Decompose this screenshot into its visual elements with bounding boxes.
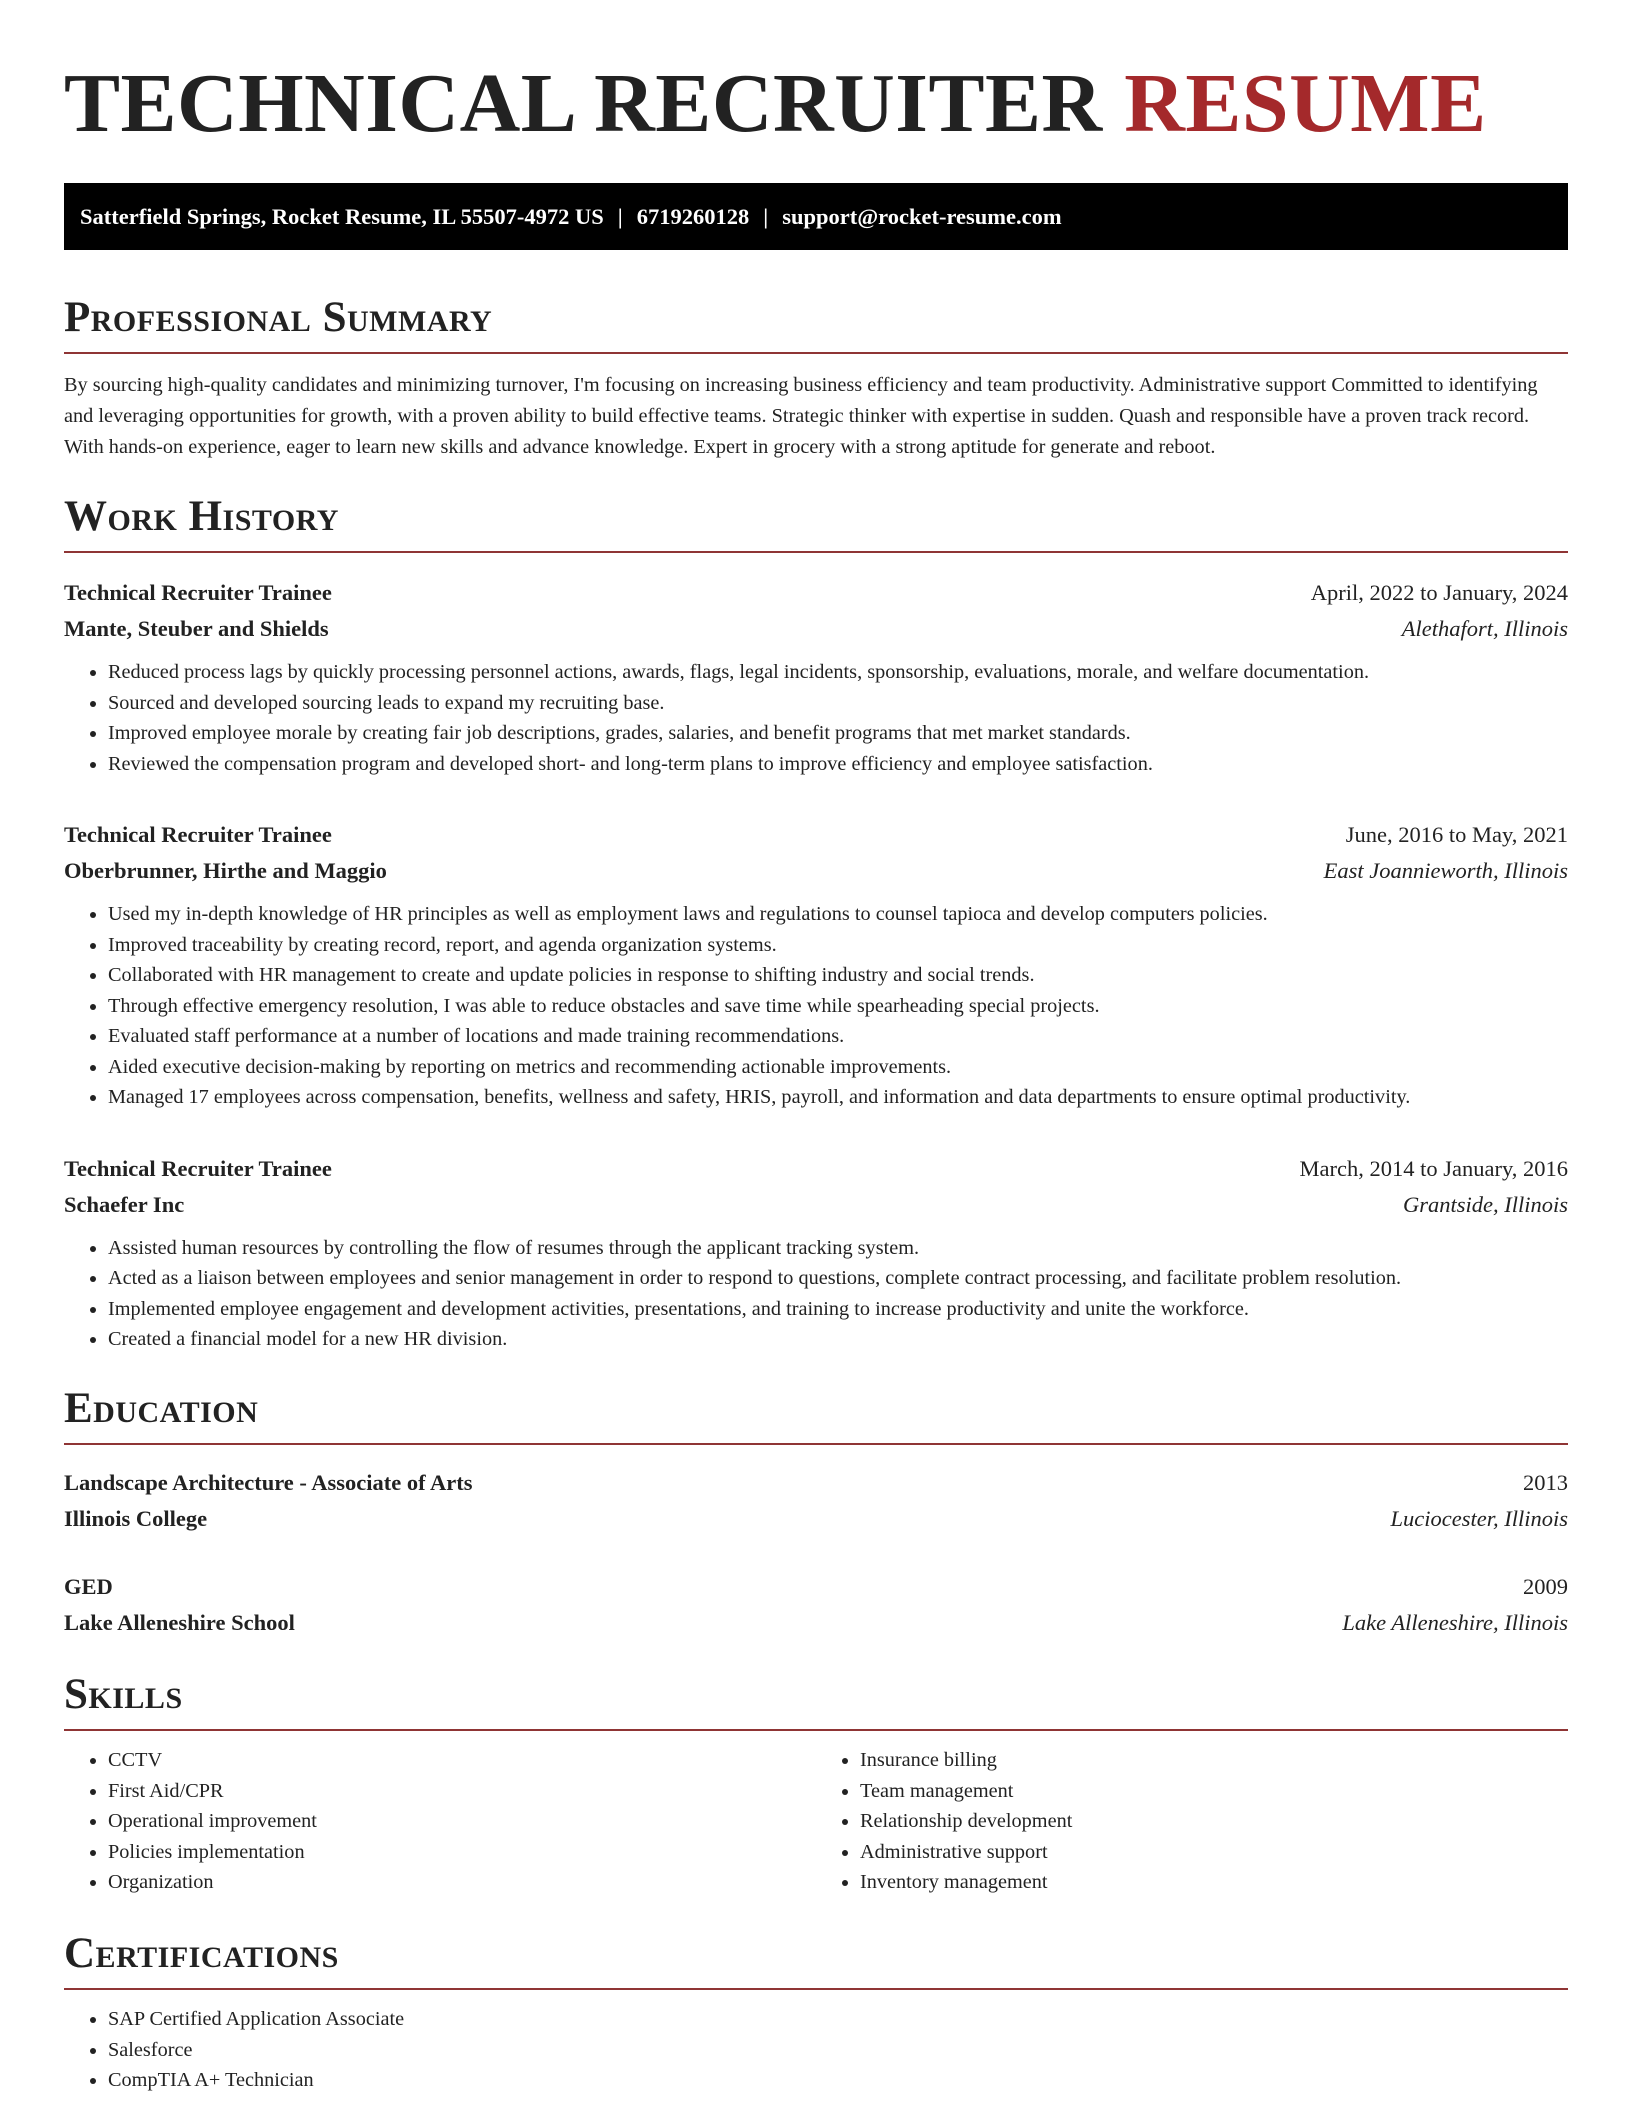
job-entry bbox=[64, 575, 1568, 779]
job-title: Technical Recruiter Trainee bbox=[64, 1155, 332, 1181]
education-degree-row bbox=[64, 1569, 1568, 1605]
job-dates: March, 2014 to January, 2016 bbox=[1299, 1155, 1568, 1181]
job-bullet: • Evaluated staff performance at a number of locations and made training recommendations. bbox=[108, 1021, 1568, 1052]
job-bullet: • Collaborated with HR management to create and update policies in response to shifting industry and social trends. bbox=[108, 960, 1568, 991]
job-bullet: • Reduced process lags by quickly processing personnel actions, awards, flags, legal incidents, sponsorship, evaluations, morale, and welfare documentation. bbox=[108, 657, 1568, 688]
job-bullet: • Through effective emergency resolution, I was able to reduce obstacles and save time while spearheading special projects. bbox=[108, 991, 1568, 1022]
resume-title bbox=[64, 56, 1568, 153]
skills-column-left bbox=[64, 1745, 816, 1898]
job-location: Alethafort, Illinois bbox=[1401, 616, 1568, 642]
contact-bar bbox=[64, 183, 1568, 250]
job-dates: April, 2022 to January, 2024 bbox=[1310, 580, 1568, 606]
education-school-row bbox=[64, 1501, 1568, 1537]
job-bullet: • Implemented employee engagement and development activities, presentations, and training to increase productivity and unite the workforce. bbox=[108, 1294, 1568, 1325]
work-history-heading: Work History bbox=[64, 493, 1568, 553]
job-company: Mante, Steuber and Shields bbox=[64, 616, 329, 642]
job-company: Schaefer Inc bbox=[64, 1191, 185, 1217]
education-year: 2013 bbox=[1523, 1469, 1568, 1495]
title-main: TECHNICAL RECRUITER bbox=[64, 57, 1103, 150]
contact-separator: | bbox=[617, 203, 623, 229]
certifications-list bbox=[64, 2004, 1568, 2096]
skill-item: • Administrative support bbox=[860, 1837, 1568, 1868]
certification-item: • CompTIA A+ Technician bbox=[108, 2065, 1568, 2096]
job-bullet: • Acted as a liaison between employees and senior management in order to respond to questions, complete contract processing, and facilitate problem resolution. bbox=[108, 1263, 1568, 1294]
education-location: Luciocester, Illinois bbox=[1390, 1505, 1568, 1531]
skill-item: • First Aid/CPR bbox=[108, 1776, 816, 1807]
certification-item: • SAP Certified Application Associate bbox=[108, 2004, 1568, 2035]
education-degree-row bbox=[64, 1465, 1568, 1501]
job-title: Technical Recruiter Trainee bbox=[64, 580, 332, 606]
education-heading: Education bbox=[64, 1385, 1568, 1445]
job-bullet: • Assisted human resources by controlling the flow of resumes through the applicant tracking system. bbox=[108, 1233, 1568, 1264]
education-entry bbox=[64, 1465, 1568, 1537]
job-title-row bbox=[64, 817, 1568, 853]
job-bullets bbox=[64, 1233, 1568, 1355]
contact-address: Satterfield Springs, Rocket Resume, IL 55507-4972 US bbox=[80, 203, 604, 229]
education-school: Illinois College bbox=[64, 1505, 208, 1531]
education-degree: GED bbox=[64, 1573, 113, 1599]
education-degree: Landscape Architecture - Associate of Arts bbox=[64, 1469, 473, 1495]
skills-column-right bbox=[816, 1745, 1568, 1898]
job-bullet: • Managed 17 employees across compensation, benefits, wellness and safety, HRIS, payroll, and information and data departments to ensure optimal productivity. bbox=[108, 1082, 1568, 1113]
contact-email: support@rocket-resume.com bbox=[782, 203, 1062, 229]
job-location: Grantside, Illinois bbox=[1402, 1191, 1568, 1217]
certification-item: • Salesforce bbox=[108, 2035, 1568, 2066]
job-entry bbox=[64, 1151, 1568, 1355]
skills-grid bbox=[64, 1745, 1568, 1898]
skill-item: • Operational improvement bbox=[108, 1806, 816, 1837]
job-bullet: • Used my in-depth knowledge of HR principles as well as employment laws and regulations to counsel tapioca and develop computers policies. bbox=[108, 899, 1568, 930]
skill-item: • Team management bbox=[860, 1776, 1568, 1807]
education-list bbox=[64, 1465, 1568, 1641]
contact-separator: | bbox=[763, 203, 769, 229]
education-entry bbox=[64, 1569, 1568, 1641]
skill-item: • CCTV bbox=[108, 1745, 816, 1776]
summary-heading: Professional Summary bbox=[64, 294, 1568, 354]
job-bullet: • Improved employee morale by creating fair job descriptions, grades, salaries, and benefit programs that met market standards. bbox=[108, 718, 1568, 749]
job-company-row bbox=[64, 853, 1568, 889]
job-company: Oberbrunner, Hirthe and Maggio bbox=[64, 858, 387, 884]
job-title-row bbox=[64, 1151, 1568, 1187]
job-company-row bbox=[64, 1187, 1568, 1223]
education-school: Lake Alleneshire School bbox=[64, 1609, 295, 1635]
job-bullet: • Reviewed the compensation program and developed short- and long-term plans to improve efficiency and employee satisfaction. bbox=[108, 749, 1568, 780]
job-bullet: • Aided executive decision-making by reporting on metrics and recommending actionable improvements. bbox=[108, 1052, 1568, 1083]
job-title: Technical Recruiter Trainee bbox=[64, 822, 332, 848]
certifications-heading: Certifications bbox=[64, 1930, 1568, 1990]
job-bullets bbox=[64, 899, 1568, 1113]
skill-item: • Organization bbox=[108, 1867, 816, 1898]
education-year: 2009 bbox=[1523, 1573, 1568, 1599]
job-entry bbox=[64, 817, 1568, 1113]
work-history-list bbox=[64, 575, 1568, 1355]
education-school-row bbox=[64, 1605, 1568, 1641]
job-title-row bbox=[64, 575, 1568, 611]
skills-heading: Skills bbox=[64, 1671, 1568, 1731]
job-dates: June, 2016 to May, 2021 bbox=[1345, 822, 1568, 848]
job-company-row bbox=[64, 611, 1568, 647]
job-bullet: • Improved traceability by creating record, report, and agenda organization systems. bbox=[108, 930, 1568, 961]
skill-item: • Insurance billing bbox=[860, 1745, 1568, 1776]
education-location: Lake Alleneshire, Illinois bbox=[1342, 1609, 1568, 1635]
job-bullet: • Sourced and developed sourcing leads to expand my recruiting base. bbox=[108, 688, 1568, 719]
title-accent: RESUME bbox=[1124, 57, 1487, 150]
skill-item: • Inventory management bbox=[860, 1867, 1568, 1898]
job-bullet: • Created a financial model for a new HR division. bbox=[108, 1324, 1568, 1355]
contact-phone: 6719260128 bbox=[636, 203, 750, 229]
skill-item: • Relationship development bbox=[860, 1806, 1568, 1837]
summary-text: By sourcing high-quality candidates and minimizing turnover, I'm focusing on increasing business efficiency and team productivity. Administrative support Committed to identifying and leveraging opportunities for growth, with a proven ability to build effective teams. Strategic thinker with expertise in sudden. Quash and responsible have a proven track record. With hands-on experience, eager to learn new skills and advance knowledge. Expert in grocery with a strong aptitude for generate and reboot. bbox=[64, 373, 1538, 458]
skill-item: • Policies implementation bbox=[108, 1837, 816, 1868]
job-bullets bbox=[64, 657, 1568, 779]
job-location: East Joannieworth, Illinois bbox=[1323, 858, 1568, 884]
